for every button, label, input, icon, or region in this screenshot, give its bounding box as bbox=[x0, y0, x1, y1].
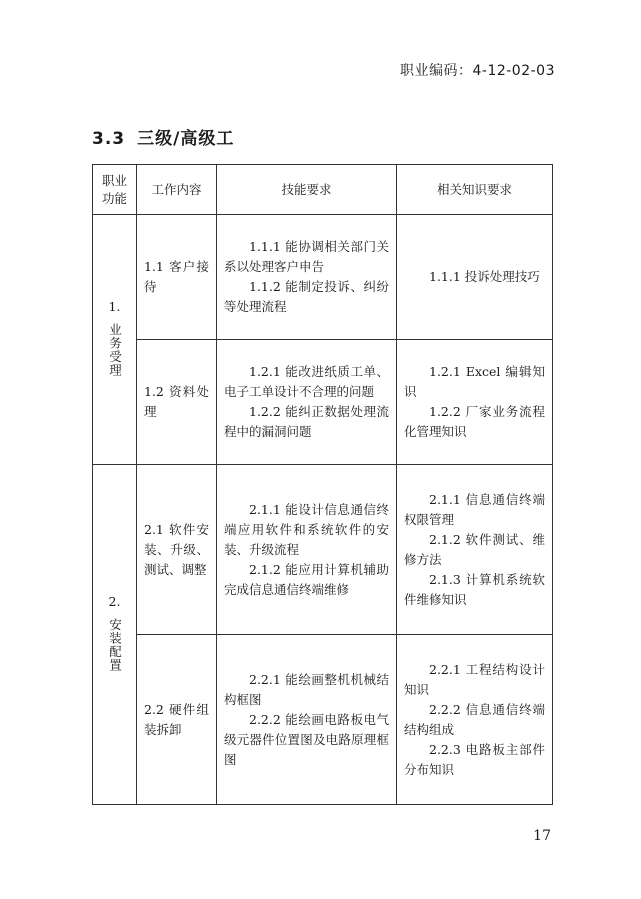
header-knowledge: 相关知识要求 bbox=[397, 165, 553, 215]
knowledge-cell bbox=[397, 635, 553, 805]
function-cell-business bbox=[93, 215, 137, 465]
knowledge-item: 2.2.2 信息通信终端结构组成 bbox=[404, 701, 545, 737]
knowledge-item: 1.1.1 投诉处理技巧 bbox=[429, 269, 540, 284]
knowledge-item: 2.1.2 软件测试、维修方法 bbox=[404, 531, 545, 567]
skill-item: 2.2.2 能绘画电路板电气级元器件位置图及电路原理框图 bbox=[224, 711, 389, 767]
skill-item: 2.2.1 能绘画整机机械结构框图 bbox=[224, 671, 389, 707]
skill-item: 2.1.2 能应用计算机辅助完成信息通信终端维修 bbox=[224, 561, 389, 597]
occupation-code: 职业编码：4-12-02-03 bbox=[399, 63, 555, 79]
skills-table bbox=[92, 164, 553, 805]
content-cell: 2.2 硬件组装拆卸 bbox=[137, 635, 217, 805]
table-row bbox=[93, 215, 553, 340]
skill-item: 1.2.2 能纠正数据处理流程中的漏洞问题 bbox=[224, 404, 389, 439]
function-name: 安装配置 bbox=[107, 617, 123, 672]
knowledge-cell bbox=[397, 340, 553, 465]
section-name: 三级/高级工 bbox=[137, 129, 235, 149]
header-function: 职业功能 bbox=[93, 165, 137, 215]
content-cell: 1.2 资料处理 bbox=[137, 340, 217, 465]
table-row bbox=[93, 465, 553, 635]
content-cell: 1.1 客户接待 bbox=[137, 215, 217, 340]
function-cell-install bbox=[93, 465, 137, 805]
header-row bbox=[93, 165, 553, 215]
page-number: 17 bbox=[533, 828, 551, 844]
skill-item: 1.1.1 能协调相关部门关系以处理客户申告 bbox=[224, 239, 389, 274]
header-skills: 技能要求 bbox=[217, 165, 397, 215]
header-content: 工作内容 bbox=[137, 165, 217, 215]
section-title bbox=[92, 124, 234, 149]
skill-item: 1.1.2 能制定投诉、纠纷等处理流程 bbox=[224, 279, 389, 314]
knowledge-item: 2.1.1 信息通信终端权限管理 bbox=[404, 491, 545, 527]
skill-item: 2.1.1 能设计信息通信终端应用软件和系统软件的安装、升级流程 bbox=[224, 501, 389, 557]
table-row bbox=[93, 340, 553, 465]
content-cell: 2.1 软件安装、升级、测试、调整 bbox=[137, 465, 217, 635]
function-number: 1. bbox=[108, 298, 121, 314]
knowledge-cell bbox=[397, 215, 553, 340]
section-number: 3.3 bbox=[92, 129, 126, 149]
function-number: 2. bbox=[108, 593, 121, 609]
knowledge-item: 1.2.2 厂家业务流程化管理知识 bbox=[404, 404, 545, 439]
knowledge-item: 1.2.1 Excel 编辑知识 bbox=[404, 364, 545, 399]
knowledge-item: 2.2.3 电路板主部件分布知识 bbox=[404, 741, 545, 777]
skills-cell bbox=[217, 215, 397, 340]
function-name: 业务受理 bbox=[107, 322, 123, 377]
skills-cell bbox=[217, 340, 397, 465]
knowledge-cell bbox=[397, 465, 553, 635]
skills-cell bbox=[217, 635, 397, 805]
table-row bbox=[93, 635, 553, 805]
knowledge-item: 2.2.1 工程结构设计知识 bbox=[404, 661, 545, 697]
skill-item: 1.2.1 能改进纸质工单、电子工单设计不合理的问题 bbox=[224, 364, 389, 399]
knowledge-item: 2.1.3 计算机系统软件维修知识 bbox=[404, 571, 545, 607]
skills-cell bbox=[217, 465, 397, 635]
